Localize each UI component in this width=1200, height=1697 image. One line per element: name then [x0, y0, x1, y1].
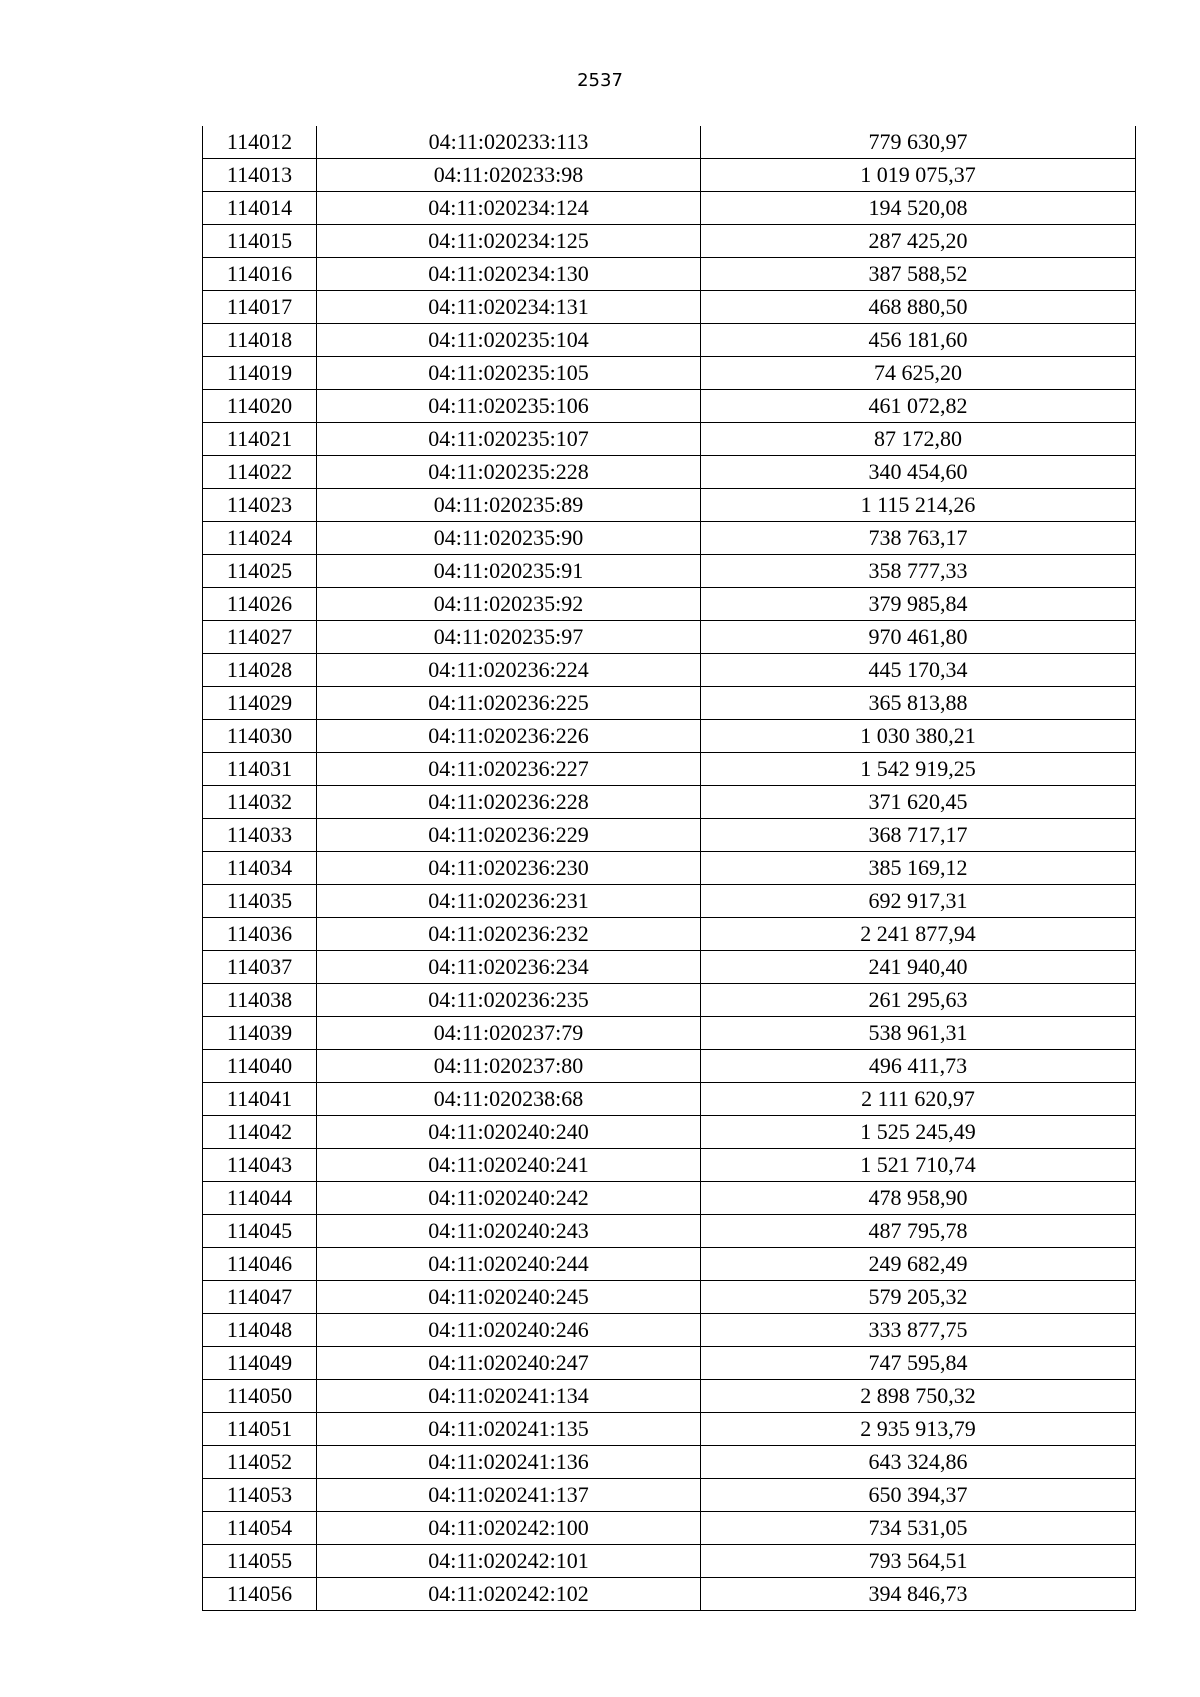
cadastral-number-cell: 04:11:020235:106 [317, 390, 701, 423]
cadastral-value-cell: 456 181,60 [701, 324, 1136, 357]
cadastral-value-cell: 2 898 750,32 [701, 1380, 1136, 1413]
cadastral-value-cell: 394 846,73 [701, 1578, 1136, 1611]
cadastral-value-cell: 340 454,60 [701, 456, 1136, 489]
table-row [203, 588, 1136, 621]
row-number-cell: 114034 [203, 852, 317, 885]
cadastral-number-cell: 04:11:020240:244 [317, 1248, 701, 1281]
table-row [203, 1446, 1136, 1479]
row-number-cell: 114031 [203, 753, 317, 786]
row-number-cell: 114048 [203, 1314, 317, 1347]
table-row [203, 225, 1136, 258]
cadastral-value-cell: 1 030 380,21 [701, 720, 1136, 753]
cadastral-value-cell: 2 241 877,94 [701, 918, 1136, 951]
row-number-cell: 114041 [203, 1083, 317, 1116]
cadastral-value-cell: 2 935 913,79 [701, 1413, 1136, 1446]
table-row [203, 1380, 1136, 1413]
row-number-cell: 114021 [203, 423, 317, 456]
cadastral-value-cell: 496 411,73 [701, 1050, 1136, 1083]
cadastral-number-cell: 04:11:020240:245 [317, 1281, 701, 1314]
table-row [203, 1281, 1136, 1314]
row-number-cell: 114049 [203, 1347, 317, 1380]
cadastral-number-cell: 04:11:020235:89 [317, 489, 701, 522]
row-number-cell: 114029 [203, 687, 317, 720]
row-number-cell: 114030 [203, 720, 317, 753]
row-number-cell: 114036 [203, 918, 317, 951]
row-number-cell: 114038 [203, 984, 317, 1017]
table-row [203, 1116, 1136, 1149]
table-row [203, 1149, 1136, 1182]
cadastral-number-cell: 04:11:020236:231 [317, 885, 701, 918]
cadastral-number-cell: 04:11:020242:102 [317, 1578, 701, 1611]
cadastral-number-cell: 04:11:020240:241 [317, 1149, 701, 1182]
cadastral-number-cell: 04:11:020240:240 [317, 1116, 701, 1149]
cadastral-number-cell: 04:11:020236:224 [317, 654, 701, 687]
cadastral-number-cell: 04:11:020233:98 [317, 159, 701, 192]
cadastral-number-cell: 04:11:020235:91 [317, 555, 701, 588]
table-row [203, 885, 1136, 918]
table-row [203, 456, 1136, 489]
table-row [203, 1578, 1136, 1611]
cadastral-number-cell: 04:11:020235:97 [317, 621, 701, 654]
table-row [203, 555, 1136, 588]
table-row [203, 1545, 1136, 1578]
cadastral-number-cell: 04:11:020242:101 [317, 1545, 701, 1578]
cadastral-value-cell: 793 564,51 [701, 1545, 1136, 1578]
table-row [203, 1083, 1136, 1116]
cadastral-value-cell: 445 170,34 [701, 654, 1136, 687]
table-row [203, 786, 1136, 819]
cadastral-value-cell: 365 813,88 [701, 687, 1136, 720]
cadastral-value-cell: 779 630,97 [701, 126, 1136, 159]
row-number-cell: 114013 [203, 159, 317, 192]
cadastral-number-cell: 04:11:020235:92 [317, 588, 701, 621]
cadastral-value-cell: 1 525 245,49 [701, 1116, 1136, 1149]
row-number-cell: 114020 [203, 390, 317, 423]
row-number-cell: 114052 [203, 1446, 317, 1479]
row-number-cell: 114045 [203, 1215, 317, 1248]
cadastral-value-table [202, 126, 1136, 1611]
cadastral-number-cell: 04:11:020242:100 [317, 1512, 701, 1545]
row-number-cell: 114018 [203, 324, 317, 357]
table-row [203, 1479, 1136, 1512]
table-row [203, 1017, 1136, 1050]
cadastral-number-cell: 04:11:020241:134 [317, 1380, 701, 1413]
row-number-cell: 114023 [203, 489, 317, 522]
row-number-cell: 114017 [203, 291, 317, 324]
table-row [203, 1248, 1136, 1281]
table-row [203, 918, 1136, 951]
cadastral-number-cell: 04:11:020235:105 [317, 357, 701, 390]
row-number-cell: 114044 [203, 1182, 317, 1215]
cadastral-value-cell: 461 072,82 [701, 390, 1136, 423]
row-number-cell: 114050 [203, 1380, 317, 1413]
table-row [203, 126, 1136, 159]
cadastral-value-cell: 1 115 214,26 [701, 489, 1136, 522]
cadastral-value-cell: 468 880,50 [701, 291, 1136, 324]
cadastral-number-cell: 04:11:020241:137 [317, 1479, 701, 1512]
cadastral-number-cell: 04:11:020236:230 [317, 852, 701, 885]
row-number-cell: 114026 [203, 588, 317, 621]
cadastral-value-cell: 333 877,75 [701, 1314, 1136, 1347]
table-row [203, 324, 1136, 357]
table-row [203, 1215, 1136, 1248]
cadastral-number-cell: 04:11:020234:131 [317, 291, 701, 324]
table-row [203, 1413, 1136, 1446]
cadastral-value-cell: 1 019 075,37 [701, 159, 1136, 192]
cadastral-number-cell: 04:11:020236:232 [317, 918, 701, 951]
cadastral-value-cell: 368 717,17 [701, 819, 1136, 852]
row-number-cell: 114047 [203, 1281, 317, 1314]
cadastral-value-cell: 194 520,08 [701, 192, 1136, 225]
cadastral-value-cell: 747 595,84 [701, 1347, 1136, 1380]
row-number-cell: 114025 [203, 555, 317, 588]
cadastral-value-cell: 1 542 919,25 [701, 753, 1136, 786]
table-row [203, 423, 1136, 456]
cadastral-value-cell: 538 961,31 [701, 1017, 1136, 1050]
cadastral-value-cell: 692 917,31 [701, 885, 1136, 918]
table-row [203, 357, 1136, 390]
row-number-cell: 114040 [203, 1050, 317, 1083]
cadastral-value-cell: 261 295,63 [701, 984, 1136, 1017]
table-row [203, 390, 1136, 423]
table-row [203, 291, 1136, 324]
row-number-cell: 114043 [203, 1149, 317, 1182]
row-number-cell: 114056 [203, 1578, 317, 1611]
cadastral-number-cell: 04:11:020237:80 [317, 1050, 701, 1083]
table-row [203, 753, 1136, 786]
row-number-cell: 114035 [203, 885, 317, 918]
cadastral-value-cell: 478 958,90 [701, 1182, 1136, 1215]
cadastral-number-cell: 04:11:020237:79 [317, 1017, 701, 1050]
table-body [203, 126, 1136, 1611]
table-row [203, 687, 1136, 720]
row-number-cell: 114014 [203, 192, 317, 225]
row-number-cell: 114012 [203, 126, 317, 159]
cadastral-value-cell: 249 682,49 [701, 1248, 1136, 1281]
row-number-cell: 114022 [203, 456, 317, 489]
table-row [203, 1347, 1136, 1380]
row-number-cell: 114027 [203, 621, 317, 654]
table-row [203, 852, 1136, 885]
cadastral-value-cell: 970 461,80 [701, 621, 1136, 654]
cadastral-value-cell: 579 205,32 [701, 1281, 1136, 1314]
cadastral-value-cell: 358 777,33 [701, 555, 1136, 588]
row-number-cell: 114055 [203, 1545, 317, 1578]
table-row [203, 1182, 1136, 1215]
cadastral-value-cell: 287 425,20 [701, 225, 1136, 258]
table-row [203, 489, 1136, 522]
row-number-cell: 114033 [203, 819, 317, 852]
table-row [203, 984, 1136, 1017]
row-number-cell: 114042 [203, 1116, 317, 1149]
cadastral-value-cell: 387 588,52 [701, 258, 1136, 291]
table-row [203, 720, 1136, 753]
row-number-cell: 114037 [203, 951, 317, 984]
cadastral-number-cell: 04:11:020241:136 [317, 1446, 701, 1479]
cadastral-value-cell: 734 531,05 [701, 1512, 1136, 1545]
row-number-cell: 114015 [203, 225, 317, 258]
cadastral-value-cell: 87 172,80 [701, 423, 1136, 456]
table-row [203, 951, 1136, 984]
cadastral-number-cell: 04:11:020236:225 [317, 687, 701, 720]
row-number-cell: 114046 [203, 1248, 317, 1281]
cadastral-value-cell: 371 620,45 [701, 786, 1136, 819]
table-row [203, 258, 1136, 291]
table-row [203, 1314, 1136, 1347]
table-row [203, 192, 1136, 225]
cadastral-number-cell: 04:11:020235:228 [317, 456, 701, 489]
row-number-cell: 114028 [203, 654, 317, 687]
row-number-cell: 114016 [203, 258, 317, 291]
cadastral-number-cell: 04:11:020238:68 [317, 1083, 701, 1116]
cadastral-number-cell: 04:11:020240:243 [317, 1215, 701, 1248]
cadastral-number-cell: 04:11:020234:130 [317, 258, 701, 291]
table-row [203, 654, 1136, 687]
row-number-cell: 114054 [203, 1512, 317, 1545]
cadastral-value-cell: 738 763,17 [701, 522, 1136, 555]
cadastral-value-cell: 650 394,37 [701, 1479, 1136, 1512]
cadastral-number-cell: 04:11:020235:90 [317, 522, 701, 555]
row-number-cell: 114051 [203, 1413, 317, 1446]
cadastral-number-cell: 04:11:020241:135 [317, 1413, 701, 1446]
table-row [203, 159, 1136, 192]
row-number-cell: 114019 [203, 357, 317, 390]
table-row [203, 1050, 1136, 1083]
page-number: 2537 [577, 70, 623, 91]
row-number-cell: 114024 [203, 522, 317, 555]
cadastral-value-cell: 379 985,84 [701, 588, 1136, 621]
cadastral-value-cell: 385 169,12 [701, 852, 1136, 885]
cadastral-number-cell: 04:11:020234:125 [317, 225, 701, 258]
table-row [203, 522, 1136, 555]
cadastral-value-cell: 74 625,20 [701, 357, 1136, 390]
cadastral-number-cell: 04:11:020236:227 [317, 753, 701, 786]
cadastral-number-cell: 04:11:020234:124 [317, 192, 701, 225]
table-row [203, 621, 1136, 654]
cadastral-value-cell: 2 111 620,97 [701, 1083, 1136, 1116]
cadastral-number-cell: 04:11:020236:229 [317, 819, 701, 852]
cadastral-number-cell: 04:11:020236:226 [317, 720, 701, 753]
cadastral-value-cell: 643 324,86 [701, 1446, 1136, 1479]
cadastral-number-cell: 04:11:020240:246 [317, 1314, 701, 1347]
table-row [203, 1512, 1136, 1545]
row-number-cell: 114039 [203, 1017, 317, 1050]
cadastral-value-cell: 1 521 710,74 [701, 1149, 1136, 1182]
row-number-cell: 114032 [203, 786, 317, 819]
cadastral-number-cell: 04:11:020236:228 [317, 786, 701, 819]
cadastral-number-cell: 04:11:020236:234 [317, 951, 701, 984]
cadastral-number-cell: 04:11:020236:235 [317, 984, 701, 1017]
table-row [203, 819, 1136, 852]
row-number-cell: 114053 [203, 1479, 317, 1512]
cadastral-number-cell: 04:11:020240:242 [317, 1182, 701, 1215]
cadastral-number-cell: 04:11:020235:104 [317, 324, 701, 357]
cadastral-number-cell: 04:11:020235:107 [317, 423, 701, 456]
cadastral-number-cell: 04:11:020233:113 [317, 126, 701, 159]
cadastral-number-cell: 04:11:020240:247 [317, 1347, 701, 1380]
cadastral-value-cell: 241 940,40 [701, 951, 1136, 984]
cadastral-value-cell: 487 795,78 [701, 1215, 1136, 1248]
